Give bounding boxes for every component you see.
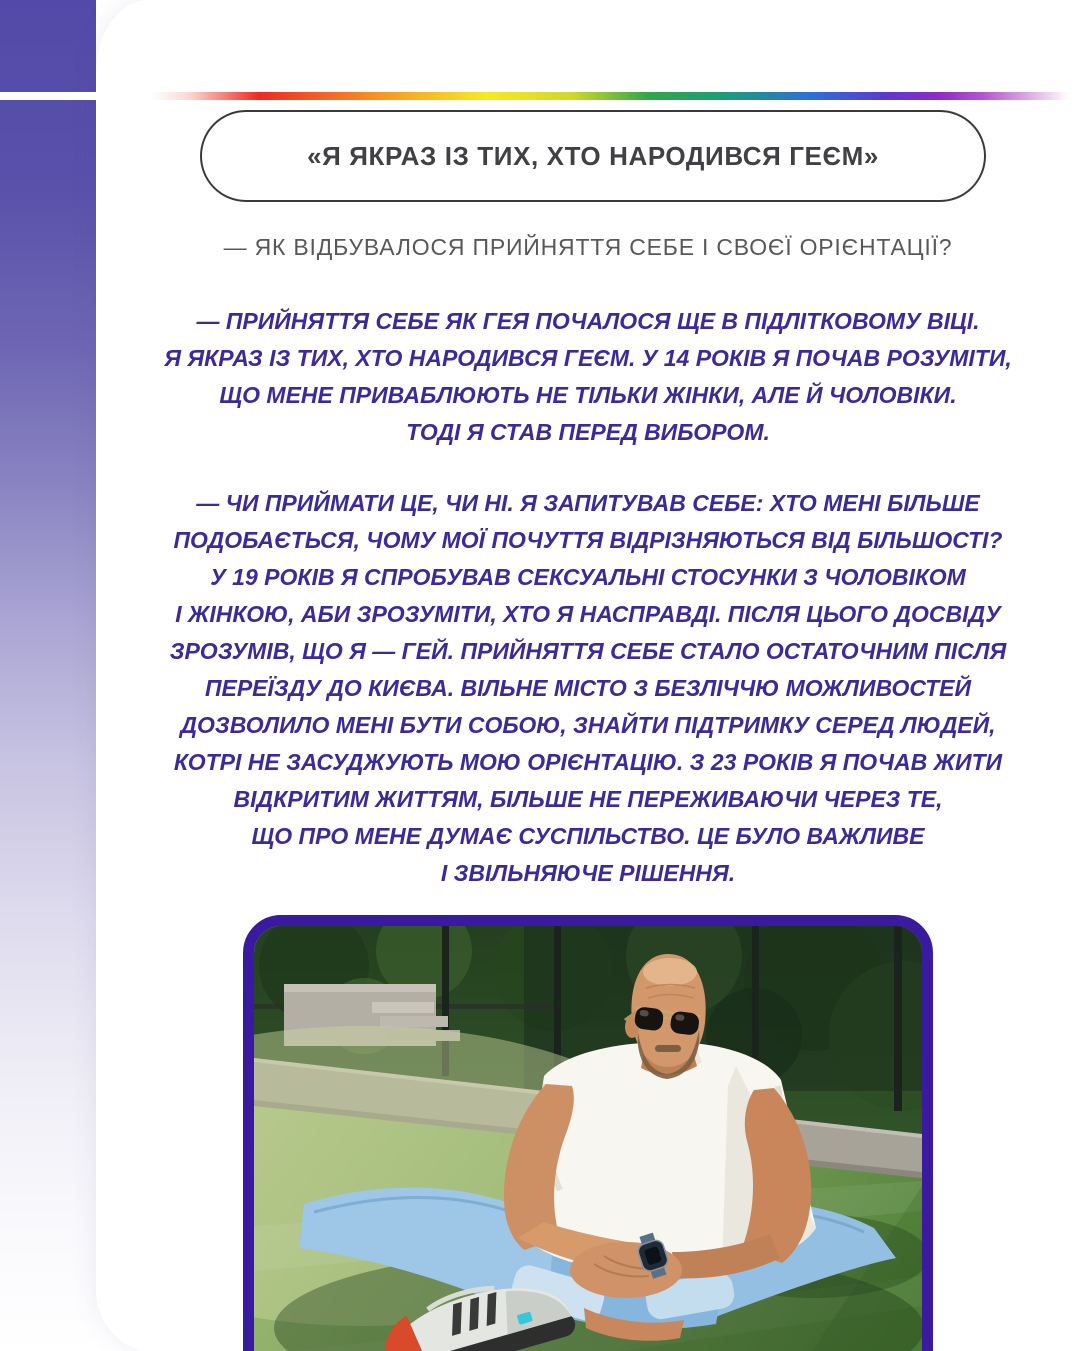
- portrait-photo-illustration: [254, 926, 922, 1351]
- left-accent-bar: [0, 0, 96, 1351]
- answer-line: ЗРОЗУМІВ, ЩО Я — ГЕЙ. ПРИЙНЯТТЯ СЕБЕ СТАЛО ОСТАТОЧНИМ ПІСЛЯ: [169, 638, 1007, 664]
- interview-answer: [96, 303, 1080, 926]
- answer-line: — ПРИЙНЯТТЯ СЕБЕ ЯК ГЕЯ ПОЧАЛОСЯ ЩЕ В ПІДЛІТКОВОМУ ВІЦІ.: [196, 308, 980, 334]
- portrait-photo: [243, 915, 933, 1351]
- answer-line: ТОДІ Я СТАВ ПЕРЕД ВИБОРОМ.: [406, 419, 770, 445]
- quote-pill: [200, 110, 986, 202]
- answer-paragraph: [96, 303, 1080, 451]
- answer-line: — ЧИ ПРИЙМАТИ ЦЕ, ЧИ НІ. Я ЗАПИТУВАВ СЕБЕ: ХТО МЕНІ БІЛЬШЕ: [196, 490, 980, 516]
- answer-line: ПЕРЕЇЗДУ ДО КИЄВА. ВІЛЬНЕ МІСТО З БЕЗЛІЧЧЮ МОЖЛИВОСТЕЙ: [204, 675, 972, 701]
- interview-question: — ЯК ВІДБУВАЛОСЯ ПРИЙНЯТТЯ СЕБЕ І СВОЄЇ ОРІЄНТАЦІЇ?: [223, 234, 953, 260]
- answer-line: І ЗВІЛЬНЯЮЧЕ РІШЕННЯ.: [440, 860, 736, 886]
- answer-line: Я ЯКРАЗ ІЗ ТИХ, ХТО НАРОДИВСЯ ГЕЄМ. У 14 РОКІВ Я ПОЧАВ РОЗУМІТИ,: [164, 345, 1012, 371]
- answer-line: КОТРІ НЕ ЗАСУДЖУЮТЬ МОЮ ОРІЄНТАЦІЮ. З 23 РОКІВ Я ПОЧАВ ЖИТИ: [173, 749, 1003, 775]
- answer-line: ВІДКРИТИМ ЖИТТЯМ, БІЛЬШЕ НЕ ПЕРЕЖИВАЮЧИ ЧЕРЕЗ ТЕ,: [233, 786, 943, 812]
- quote-title: «Я ЯКРАЗ ІЗ ТИХ, ХТО НАРОДИВСЯ ГЕЄМ»: [307, 140, 879, 171]
- answer-line: ЩО МЕНЕ ПРИВАБЛЮЮТЬ НЕ ТІЛЬКИ ЖІНКИ, АЛЕ Й ЧОЛОВІКИ.: [219, 382, 957, 408]
- rainbow-divider: [0, 92, 1080, 100]
- answer-line: ПОДОБАЄТЬСЯ, ЧОМУ МОЇ ПОЧУТТЯ ВІДРІЗНЯЮТЬСЯ ВІД БІЛЬШОСТІ?: [173, 527, 1003, 553]
- answer-line: ДОЗВОЛИЛО МЕНІ БУТИ СОБОЮ, ЗНАЙТИ ПІДТРИМКУ СЕРЕД ЛЮДЕЙ,: [180, 712, 996, 738]
- answer-line: І ЖІНКОЮ, АБИ ЗРОЗУМІТИ, ХТО Я НАСПРАВДІ. ПІСЛЯ ЦЬОГО ДОСВІДУ: [175, 601, 1001, 627]
- answer-line: ЩО ПРО МЕНЕ ДУМАЄ СУСПІЛЬСТВО. ЦЕ БУЛО ВАЖЛИВЕ: [251, 823, 925, 849]
- answer-paragraph: [96, 485, 1080, 892]
- answer-line: У 19 РОКІВ Я СПРОБУВАВ СЕКСУАЛЬНІ СТОСУНКИ З ЧОЛОВІКОМ: [210, 564, 966, 590]
